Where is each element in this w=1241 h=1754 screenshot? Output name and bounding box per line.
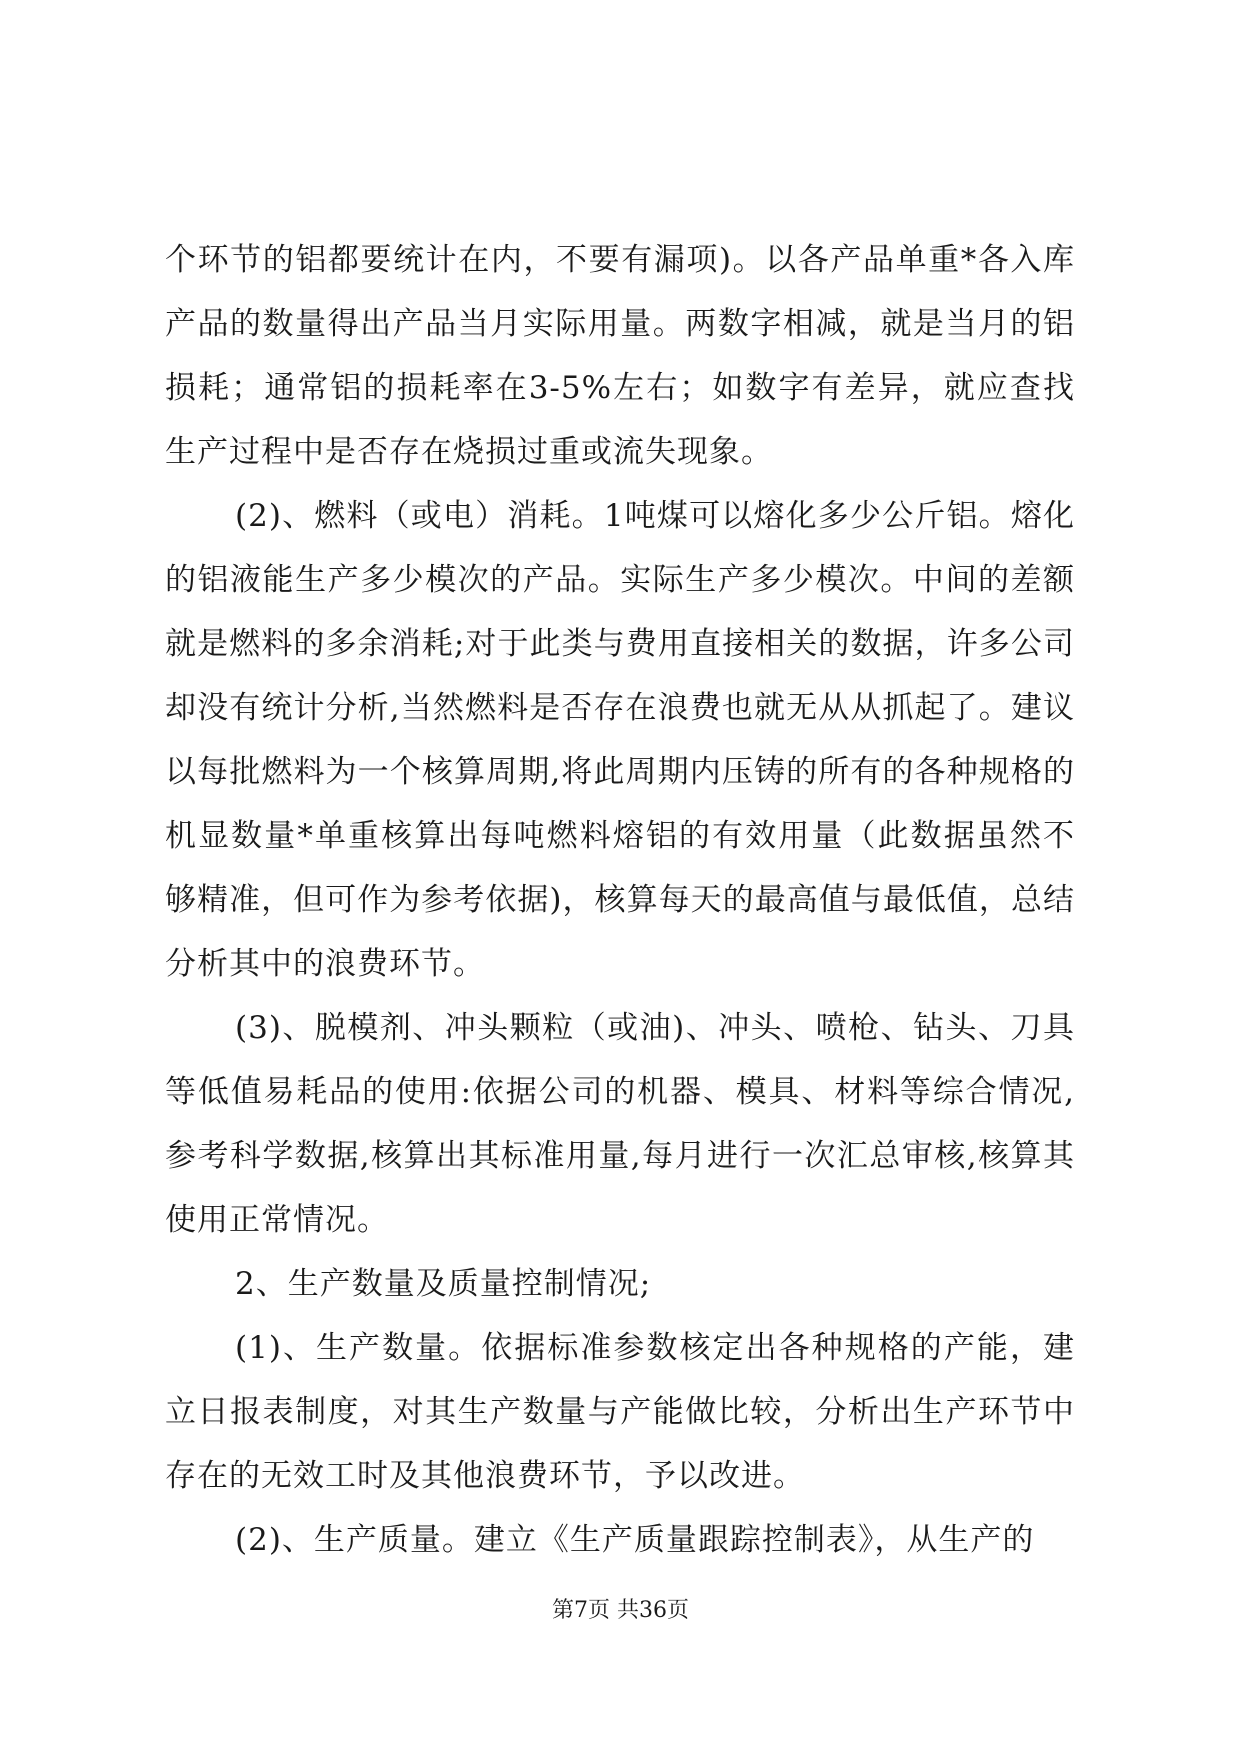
section-heading-production: 2、生产数量及质量控制情况; — [235, 1266, 652, 1302]
page-number-footer: 第7页 共36页 — [552, 1598, 689, 1623]
paragraph-production-quantity: (1)、生产数量。依据标准参数核定出各种规格的产能，建立日报表制度，对其生产数量与产能做比较，分析出生产环节中存在的无效工时及其他浪费环节，予以改进。 — [165, 1330, 1075, 1494]
paragraph-consumables: (3)、脱模剂、冲头颗粒（或油)、冲头、喷枪、钻头、刀具等低值易耗品的使用:依据公司的机器、模具、材料等综合情况,参考科学数据,核算出其标准用量,每月进行一次汇总审核,核算其使用正常情况。 — [165, 1010, 1075, 1238]
document-body — [165, 228, 1075, 1572]
paragraph-continued: 个环节的铝都要统计在内，不要有漏项)。以各产品单重*各入库产品的数量得出产品当月实际用量。两数字相减，就是当月的铝损耗；通常铝的损耗率在3-5%左右；如数字有差异，就应查找生产过程中是否存在烧损过重或流失现象。 — [165, 242, 1075, 470]
paragraph-fuel-consumption: (2)、燃料（或电）消耗。1吨煤可以熔化多少公斤铝。熔化的铝液能生产多少模次的产品。实际生产多少模次。中间的差额就是燃料的多余消耗;对于此类与费用直接相关的数据，许多公司却没有统计分析,当然燃料是否存在浪费也就无从从抓起了。建议以每批燃料为一个核算周期,将此周期内压铸的所有的各种规格的机显数量*单重核算出每吨燃料熔铝的有效用量（此数据虽然不够精准，但可作为参考依据)，核算每天的最高值与最低值，总结分析其中的浪费环节。 — [165, 498, 1075, 982]
paragraph-production-quality: (2)、生产质量。建立《生产质量跟踪控制表》，从生产的 — [235, 1522, 1035, 1558]
